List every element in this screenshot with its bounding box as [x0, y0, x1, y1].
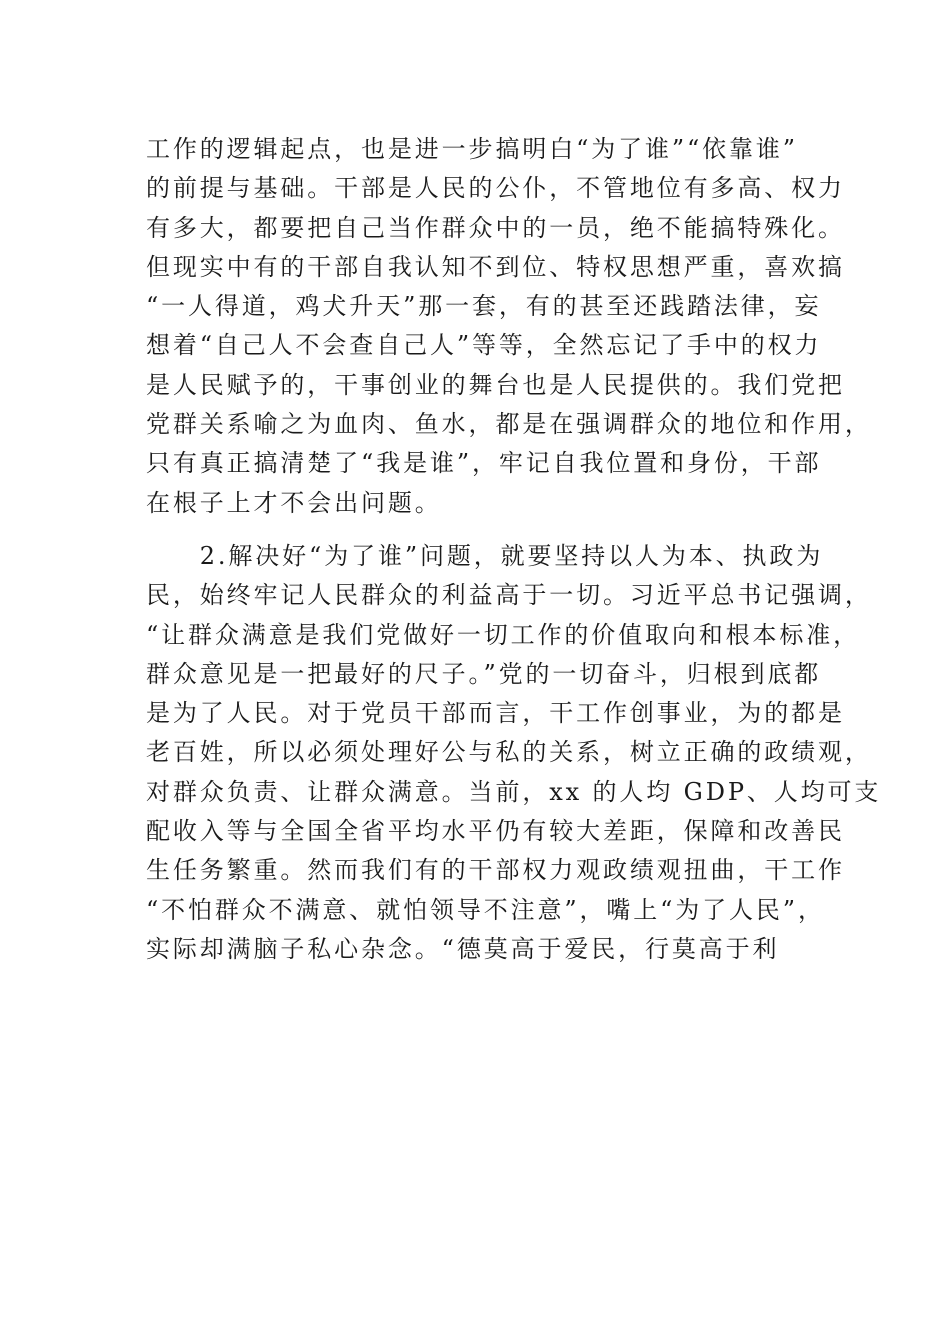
text-line: 实际却满脑子私心杂念。“德莫高于爱民，行莫高于利	[146, 934, 780, 963]
text-line: 是人民赋予的，干事创业的舞台也是人民提供的。我们党把	[146, 370, 845, 399]
text-line: 群众意见是一把最好的尺子。”党的一切奋斗，归根到底都	[146, 659, 822, 688]
text-line: 民，始终牢记人民群众的利益高于一切。习近平总书记强调，	[146, 581, 872, 610]
text-line: 的前提与基础。干部是人民的公仆，不管地位有多高、权力	[146, 174, 845, 203]
text-line: “让群众满意是我们党做好一切工作的价值取向和根本标准，	[146, 620, 861, 649]
paragraph-1	[146, 130, 872, 523]
text-line: “不怕群众不满意、就怕领导不注意”，嘴上“为了人民”，	[146, 895, 825, 924]
text-line: 党群关系喻之为血肉、鱼水，都是在强调群众的地位和作用，	[146, 410, 872, 439]
paragraph-gap	[146, 523, 816, 537]
text-line: 老百姓，所以必须处理好公与私的关系，树立正确的政绩观，	[146, 738, 872, 767]
text-line: 2.解决好“为了谁”问题，就要坚持以人为本、执政为	[146, 541, 824, 570]
body-text	[146, 130, 882, 969]
paragraph-2	[146, 537, 882, 969]
text-line: 想着“自己人不会查自己人”等等，全然忘记了手中的权力	[146, 331, 822, 360]
text-line: “一人得道，鸡犬升天”那一套，有的甚至还践踏法律，妄	[146, 292, 822, 321]
text-line: 对群众负责、让群众满意。当前，xx 的人均 GDP、人均可支	[146, 777, 882, 806]
text-line: 只有真正搞清楚了“我是谁”，牢记自我位置和身份，干部	[146, 449, 822, 478]
text-line: 在根子上才不会出问题。	[146, 488, 442, 517]
text-line: 但现实中有的干部自我认知不到位、特权思想严重，喜欢搞	[146, 252, 845, 281]
text-line: 有多大，都要把自己当作群众中的一员，绝不能搞特殊化。	[146, 213, 845, 242]
text-line: 配收入等与全国全省平均水平仍有较大差距，保障和改善民	[146, 817, 845, 846]
text-line: 生任务繁重。然而我们有的干部权力观政绩观扭曲，干工作	[146, 856, 845, 885]
text-line: 工作的逻辑起点，也是进一步搞明白“为了谁”“依靠谁”	[146, 135, 798, 163]
text-line: 是为了人民。对于党员干部而言，干工作创事业，为的都是	[146, 699, 845, 728]
